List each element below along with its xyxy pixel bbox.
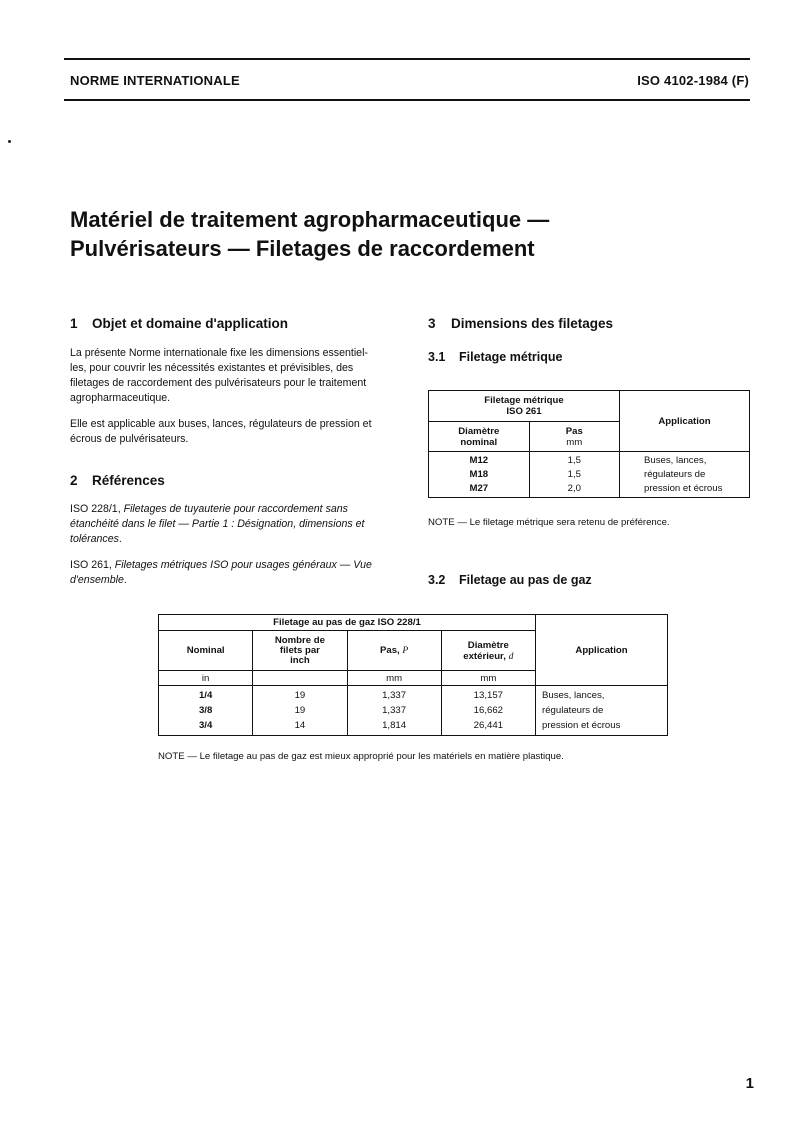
subsection-3-1-title: Filetage métrique <box>459 350 563 364</box>
table-cell: 14 <box>294 720 306 731</box>
reference-end: . <box>118 533 122 545</box>
pitch-unit: mm <box>347 671 441 686</box>
table-cell: 3/4 <box>198 720 213 731</box>
standard-type-label: NORME INTERNATIONALE <box>70 73 240 88</box>
header-text: Diamètre <box>467 639 509 651</box>
nominal-values <box>159 686 253 736</box>
para-line: filetages de raccordement des pulvérisateurs pour le traitement <box>70 377 367 389</box>
reference-end: . <box>123 574 127 586</box>
table-cell: Buses, lances, <box>644 454 707 466</box>
header-text: ISO 261 <box>506 406 542 417</box>
nominal-diameter-header <box>429 422 530 452</box>
reference-iso-261 <box>70 558 394 588</box>
pitch-header <box>529 422 619 452</box>
table-cell: 1,337 <box>382 690 407 701</box>
table-cell: M12 <box>469 454 489 466</box>
threads-values <box>253 686 347 736</box>
table-cell: 16,662 <box>473 705 503 716</box>
application-header: Application <box>536 615 668 686</box>
header-top-rule <box>64 58 750 60</box>
title-line-2: Pulvérisateurs — Filetages de raccordement <box>70 236 535 261</box>
section-3-title: Dimensions des filetages <box>451 316 614 331</box>
table-cell: M27 <box>469 482 489 494</box>
subsection-3-2-number: 3.2 <box>428 573 446 587</box>
table-cell: 1,5 <box>567 468 581 480</box>
table-cell: 1,337 <box>382 705 407 716</box>
header-text: nominal <box>460 436 498 448</box>
table-cell: pression et écrous <box>644 482 723 494</box>
reference-title: Filetages métriques ISO pour usages généraux — Vue <box>114 559 372 571</box>
header-bottom-rule <box>64 99 750 101</box>
section-1-paragraph-1 <box>70 346 394 406</box>
subsection-3-2-heading <box>428 573 592 587</box>
reference-title: étanchéité dans le filet — Partie 1 : Désignation, dimensions et <box>70 518 365 530</box>
section-1-heading <box>70 316 288 331</box>
section-1-number: 1 <box>70 316 78 331</box>
margin-dot <box>8 140 11 143</box>
application-values <box>536 686 668 736</box>
reference-code: ISO 261, <box>70 559 115 571</box>
reference-title: d'ensemble <box>70 574 124 586</box>
table-cell: régulateurs de <box>542 705 604 716</box>
metric-note: NOTE — Le filetage métrique sera retenu de préférence. <box>428 517 670 528</box>
table-cell: 13,157 <box>473 690 503 701</box>
reference-iso-228-1 <box>70 502 394 547</box>
para-line: écrous de pulvérisateurs. <box>70 433 189 445</box>
header-text: inch <box>290 654 310 666</box>
table-cell: 19 <box>294 705 306 716</box>
table-cell: 3/8 <box>198 705 213 716</box>
section-1-paragraph-2 <box>70 417 394 447</box>
table-cell: 26,441 <box>473 720 503 731</box>
reference-code: ISO 228/1, <box>70 503 124 515</box>
subsection-3-1-number: 3.1 <box>428 350 446 364</box>
table-cell: Buses, lances, <box>542 690 605 701</box>
table-cell: 1/4 <box>198 690 213 701</box>
header-text: extérieur, <box>463 650 509 662</box>
application-values <box>620 452 750 498</box>
page-number: 1 <box>745 1075 754 1092</box>
section-3-heading <box>428 316 613 331</box>
para-line: agropharmaceutique. <box>70 392 171 404</box>
header-text: Filetage métrique <box>484 395 564 406</box>
header-text: Nombre de <box>274 634 325 646</box>
title-line-1: Matériel de traitement agropharmaceutique — <box>70 207 550 232</box>
table-cell: M18 <box>469 468 489 480</box>
application-header: Application <box>620 391 750 452</box>
nominal-header: Nominal <box>159 631 253 671</box>
section-2-number: 2 <box>70 473 78 488</box>
unit-text: mm <box>566 436 583 448</box>
table-cell: 1,814 <box>382 720 407 731</box>
header-text: Pas <box>565 425 583 437</box>
subsection-3-2-title: Filetage au pas de gaz <box>459 573 592 587</box>
table-group-header: Filetage au pas de gaz ISO 228/1 <box>159 615 536 631</box>
reference-title: Filetages de tuyauterie pour raccordement sans <box>123 503 348 515</box>
header-text: filets par <box>279 644 320 656</box>
table-group-header <box>429 391 620 422</box>
para-line: les, pour couvrir les nécessités existantes et prévisibles, des <box>70 362 354 374</box>
table-cell: 2,0 <box>567 482 581 494</box>
gas-thread-note: NOTE — Le filetage au pas de gaz est mieux approprié pour les matériels en matière plastique. <box>158 751 564 762</box>
section-1-title: Objet et domaine d'application <box>92 316 288 331</box>
symbol-p: P <box>402 645 409 656</box>
section-2-heading <box>70 473 165 488</box>
threads-unit <box>253 671 347 686</box>
header-text: Pas, <box>379 645 403 656</box>
table-cell: pression et écrous <box>542 720 621 731</box>
table-cell: 1,5 <box>567 454 581 466</box>
nominal-diameter-values <box>429 452 530 498</box>
subsection-3-1-heading <box>428 350 563 364</box>
pitch-values <box>529 452 619 498</box>
metric-thread-table <box>428 390 750 498</box>
gas-thread-table <box>158 614 668 736</box>
standard-reference: ISO 4102-1984 (F) <box>637 73 749 88</box>
outer-diameter-header <box>441 631 535 671</box>
threads-per-inch-header <box>253 631 347 671</box>
table-cell: 19 <box>294 690 306 701</box>
diameter-unit: mm <box>441 671 535 686</box>
diameter-values <box>441 686 535 736</box>
document-title <box>70 205 549 263</box>
pitch-values <box>347 686 441 736</box>
para-line: La présente Norme internationale fixe les dimensions essentiel- <box>70 347 368 359</box>
pitch-header <box>347 631 441 671</box>
symbol-d: d <box>508 650 514 662</box>
section-3-number: 3 <box>428 316 436 331</box>
section-2-title: Références <box>92 473 165 488</box>
header-text: Diamètre <box>458 425 500 437</box>
para-line: Elle est applicable aux buses, lances, régulateurs de pression et <box>70 418 372 430</box>
table-cell: régulateurs de <box>644 468 706 480</box>
nominal-unit: in <box>159 671 253 686</box>
reference-title: tolérances <box>70 533 119 545</box>
